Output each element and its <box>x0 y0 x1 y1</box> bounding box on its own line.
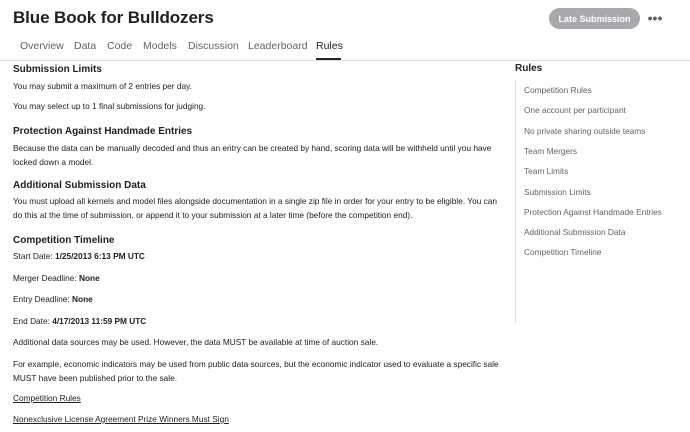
handmade-text: Because the data can be manually decoded and thus an entry can be created by hand, scoring data will be withheld until you have locked down a model. <box>13 143 492 167</box>
section-heading-handmade: Protection Against Handmade Entries <box>13 126 193 137</box>
sidebar-item-one-account[interactable]: One account per participant <box>524 105 626 115</box>
end-date-value: 4/17/2013 11:59 PM UTC <box>52 316 147 326</box>
sidebar-item-team-limits[interactable]: Team Limits <box>524 166 569 176</box>
end-date-label: End Date: <box>13 316 53 326</box>
sidebar-nav <box>515 80 690 323</box>
tab-models[interactable]: Models <box>143 40 177 52</box>
tab-leaderboard[interactable]: Leaderboard <box>248 40 308 52</box>
merger-deadline-label: Merger Deadline: <box>13 273 79 283</box>
data-sources-example-text: For example, economic indicators may be used from public data sources, but the economic indicator used to evaluate a specific sale MUST have been published prior to the sale. <box>13 359 499 383</box>
sidebar-item-handmade-entries[interactable]: Protection Against Handmade Entries <box>524 207 662 217</box>
tab-data[interactable]: Data <box>74 40 97 52</box>
page-title: Blue Book for Bulldozers <box>13 8 214 27</box>
sidebar-item-competition-rules[interactable]: Competition Rules <box>524 85 592 95</box>
late-submission-button[interactable]: Late Submission <box>549 8 640 29</box>
limits-daily-text: You may submit a maximum of 2 entries per day. <box>13 81 192 91</box>
tab-overview[interactable]: Overview <box>20 40 64 52</box>
section-heading-timeline: Competition Timeline <box>13 235 115 246</box>
competition-rules-link[interactable]: Competition Rules <box>13 393 81 403</box>
start-date-value: 1/25/2013 6:13 PM UTC <box>54 251 145 261</box>
sidebar-title: Rules <box>515 63 543 74</box>
tab-discussion[interactable]: Discussion <box>188 40 239 52</box>
sidebar-item-additional-data[interactable]: Additional Submission Data <box>524 227 626 237</box>
timeline-merger <box>13 272 501 286</box>
data-sources-text: Additional data sources may be used. However, the data MUST be available at time of auction sale. <box>13 337 379 347</box>
section-heading-additional-data: Additional Submission Data <box>13 180 146 191</box>
tab-bar <box>0 38 690 61</box>
sidebar-item-submission-limits[interactable]: Submission Limits <box>524 187 591 197</box>
additional-data-text: You must upload all kernels and model files alongside documentation in a single zip file in order for your entry to be eligible. You can do this at the time of submission, or append it to your submission at a later time (before the competition end). <box>13 196 497 220</box>
timeline-start <box>13 250 501 264</box>
merger-deadline-value: None <box>78 273 100 283</box>
entry-deadline-value: None <box>72 294 93 304</box>
entry-deadline-label: Entry Deadline: <box>13 294 73 304</box>
section-heading-submission-limits: Submission Limits <box>13 64 102 75</box>
timeline-entry <box>13 293 501 307</box>
license-agreement-link[interactable]: Nonexclusive License Agreement Prize Winners Must Sign <box>13 414 229 424</box>
timeline-end <box>13 315 501 329</box>
sidebar-item-no-private-sharing[interactable]: No private sharing outside teams <box>524 126 646 136</box>
start-date-label: Start Date: <box>13 251 55 261</box>
sidebar-item-team-mergers[interactable]: Team Mergers <box>524 146 578 156</box>
active-tab-indicator <box>316 58 341 60</box>
limits-final-text: You may select up to 1 final submissions for judging. <box>13 101 206 111</box>
more-options-icon[interactable]: ••• <box>647 10 663 26</box>
tab-code[interactable]: Code <box>107 40 133 52</box>
sidebar-item-competition-timeline[interactable]: Competition Timeline <box>524 247 602 257</box>
tab-rules[interactable]: Rules <box>316 40 343 52</box>
